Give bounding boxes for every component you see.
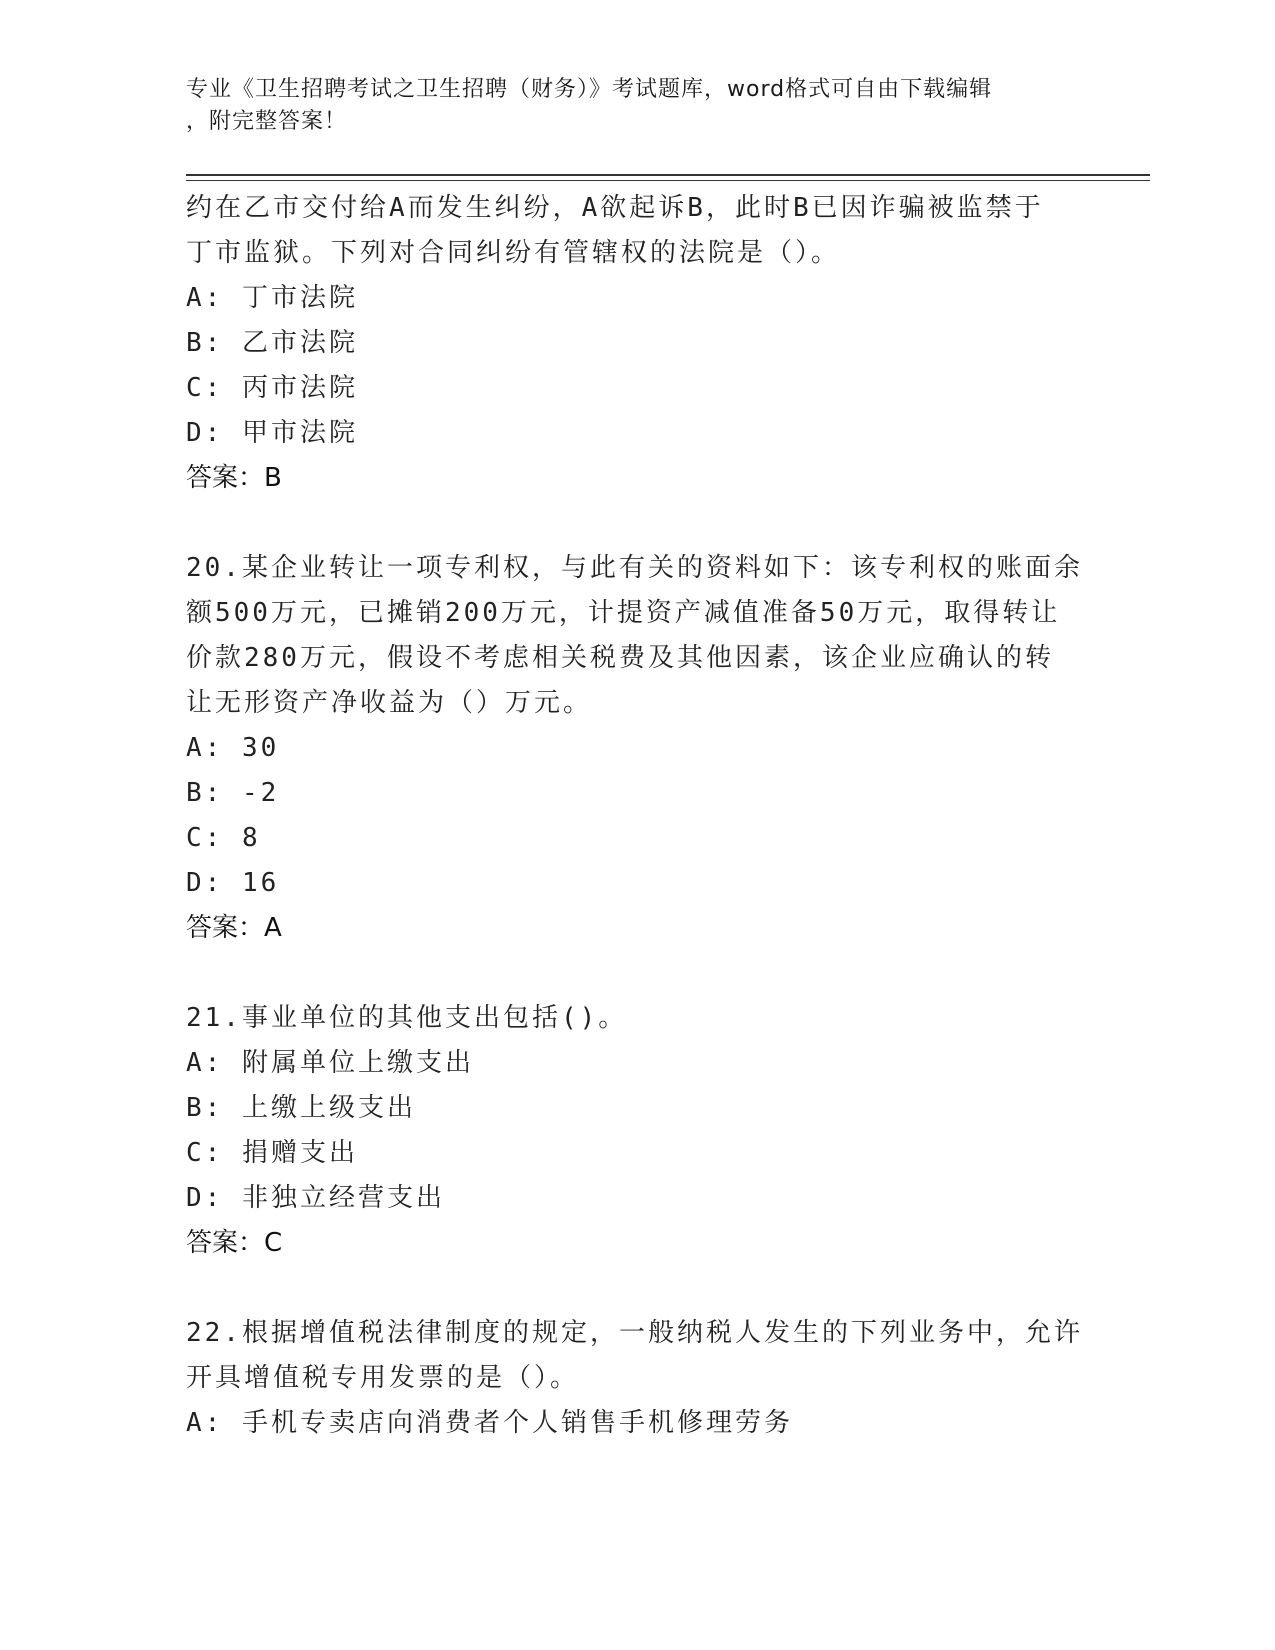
question-20 xyxy=(186,546,1086,951)
spacer xyxy=(186,951,1086,996)
question-22 xyxy=(186,1311,1086,1446)
document-header xyxy=(186,74,1066,138)
question-stem-line: 21.事业单位的其他支出包括()。 xyxy=(186,1003,628,1033)
question-19 xyxy=(186,186,1086,501)
option-b: B: 乙市法院 xyxy=(186,328,358,358)
option-a: A: 丁市法院 xyxy=(186,283,358,313)
header-rule-thick xyxy=(186,174,1150,176)
header-line-2: ，附完整答案！ xyxy=(186,109,348,134)
question-stem-line: 开具增值税专用发票的是（）。 xyxy=(186,1363,580,1393)
spacer xyxy=(186,1266,1086,1311)
header-rule-thin xyxy=(186,180,1150,181)
option-a: A: 附属单位上缴支出 xyxy=(186,1048,474,1078)
question-stem-line: 让无形资产净收益为（）万元。 xyxy=(186,688,593,718)
header-line-1: 专业《卫生招聘考试之卫生招聘（财务）》考试题库，word格式可自由下载编辑 xyxy=(186,77,993,102)
question-21 xyxy=(186,996,1086,1266)
question-stem-line: 约在乙市交付给A而发生纠纷，A欲起诉B，此时B已因诈骗被监禁于 xyxy=(186,193,1044,223)
option-a: A: 30 xyxy=(186,733,280,763)
question-stem-line: 丁市监狱。下列对合同纠纷有管辖权的法院是（）。 xyxy=(186,238,841,268)
option-c: C: 捐赠支出 xyxy=(186,1138,358,1168)
question-stem-line: 价款280万元，假设不考虑相关税费及其他因素，该企业应确认的转 xyxy=(186,643,1054,673)
question-stem-line: 22.根据增值税法律制度的规定，一般纳税人发生的下列业务中，允许 xyxy=(186,1318,1083,1348)
option-a: A: 手机专卖店向消费者个人销售手机修理劳务 xyxy=(186,1408,793,1438)
answer: 答案：B xyxy=(186,463,282,493)
question-stem-line: 20.某企业转让一项专利权，与此有关的资料如下：该专利权的账面余 xyxy=(186,553,1083,583)
option-c: C: 丙市法院 xyxy=(186,373,358,403)
question-list xyxy=(186,186,1086,1446)
question-stem-line: 额500万元，已摊销200万元，计提资产减值准备50万元，取得转让 xyxy=(186,598,1061,628)
option-d: D: 非独立经营支出 xyxy=(186,1183,445,1213)
option-d: D: 甲市法院 xyxy=(186,418,358,448)
spacer xyxy=(186,501,1086,546)
option-d: D: 16 xyxy=(186,868,280,898)
option-b: B: -2 xyxy=(186,778,280,808)
option-c: C: 8 xyxy=(186,823,261,853)
answer: 答案：C xyxy=(186,1228,283,1258)
option-b: B: 上缴上级支出 xyxy=(186,1093,416,1123)
answer: 答案：A xyxy=(186,913,282,943)
